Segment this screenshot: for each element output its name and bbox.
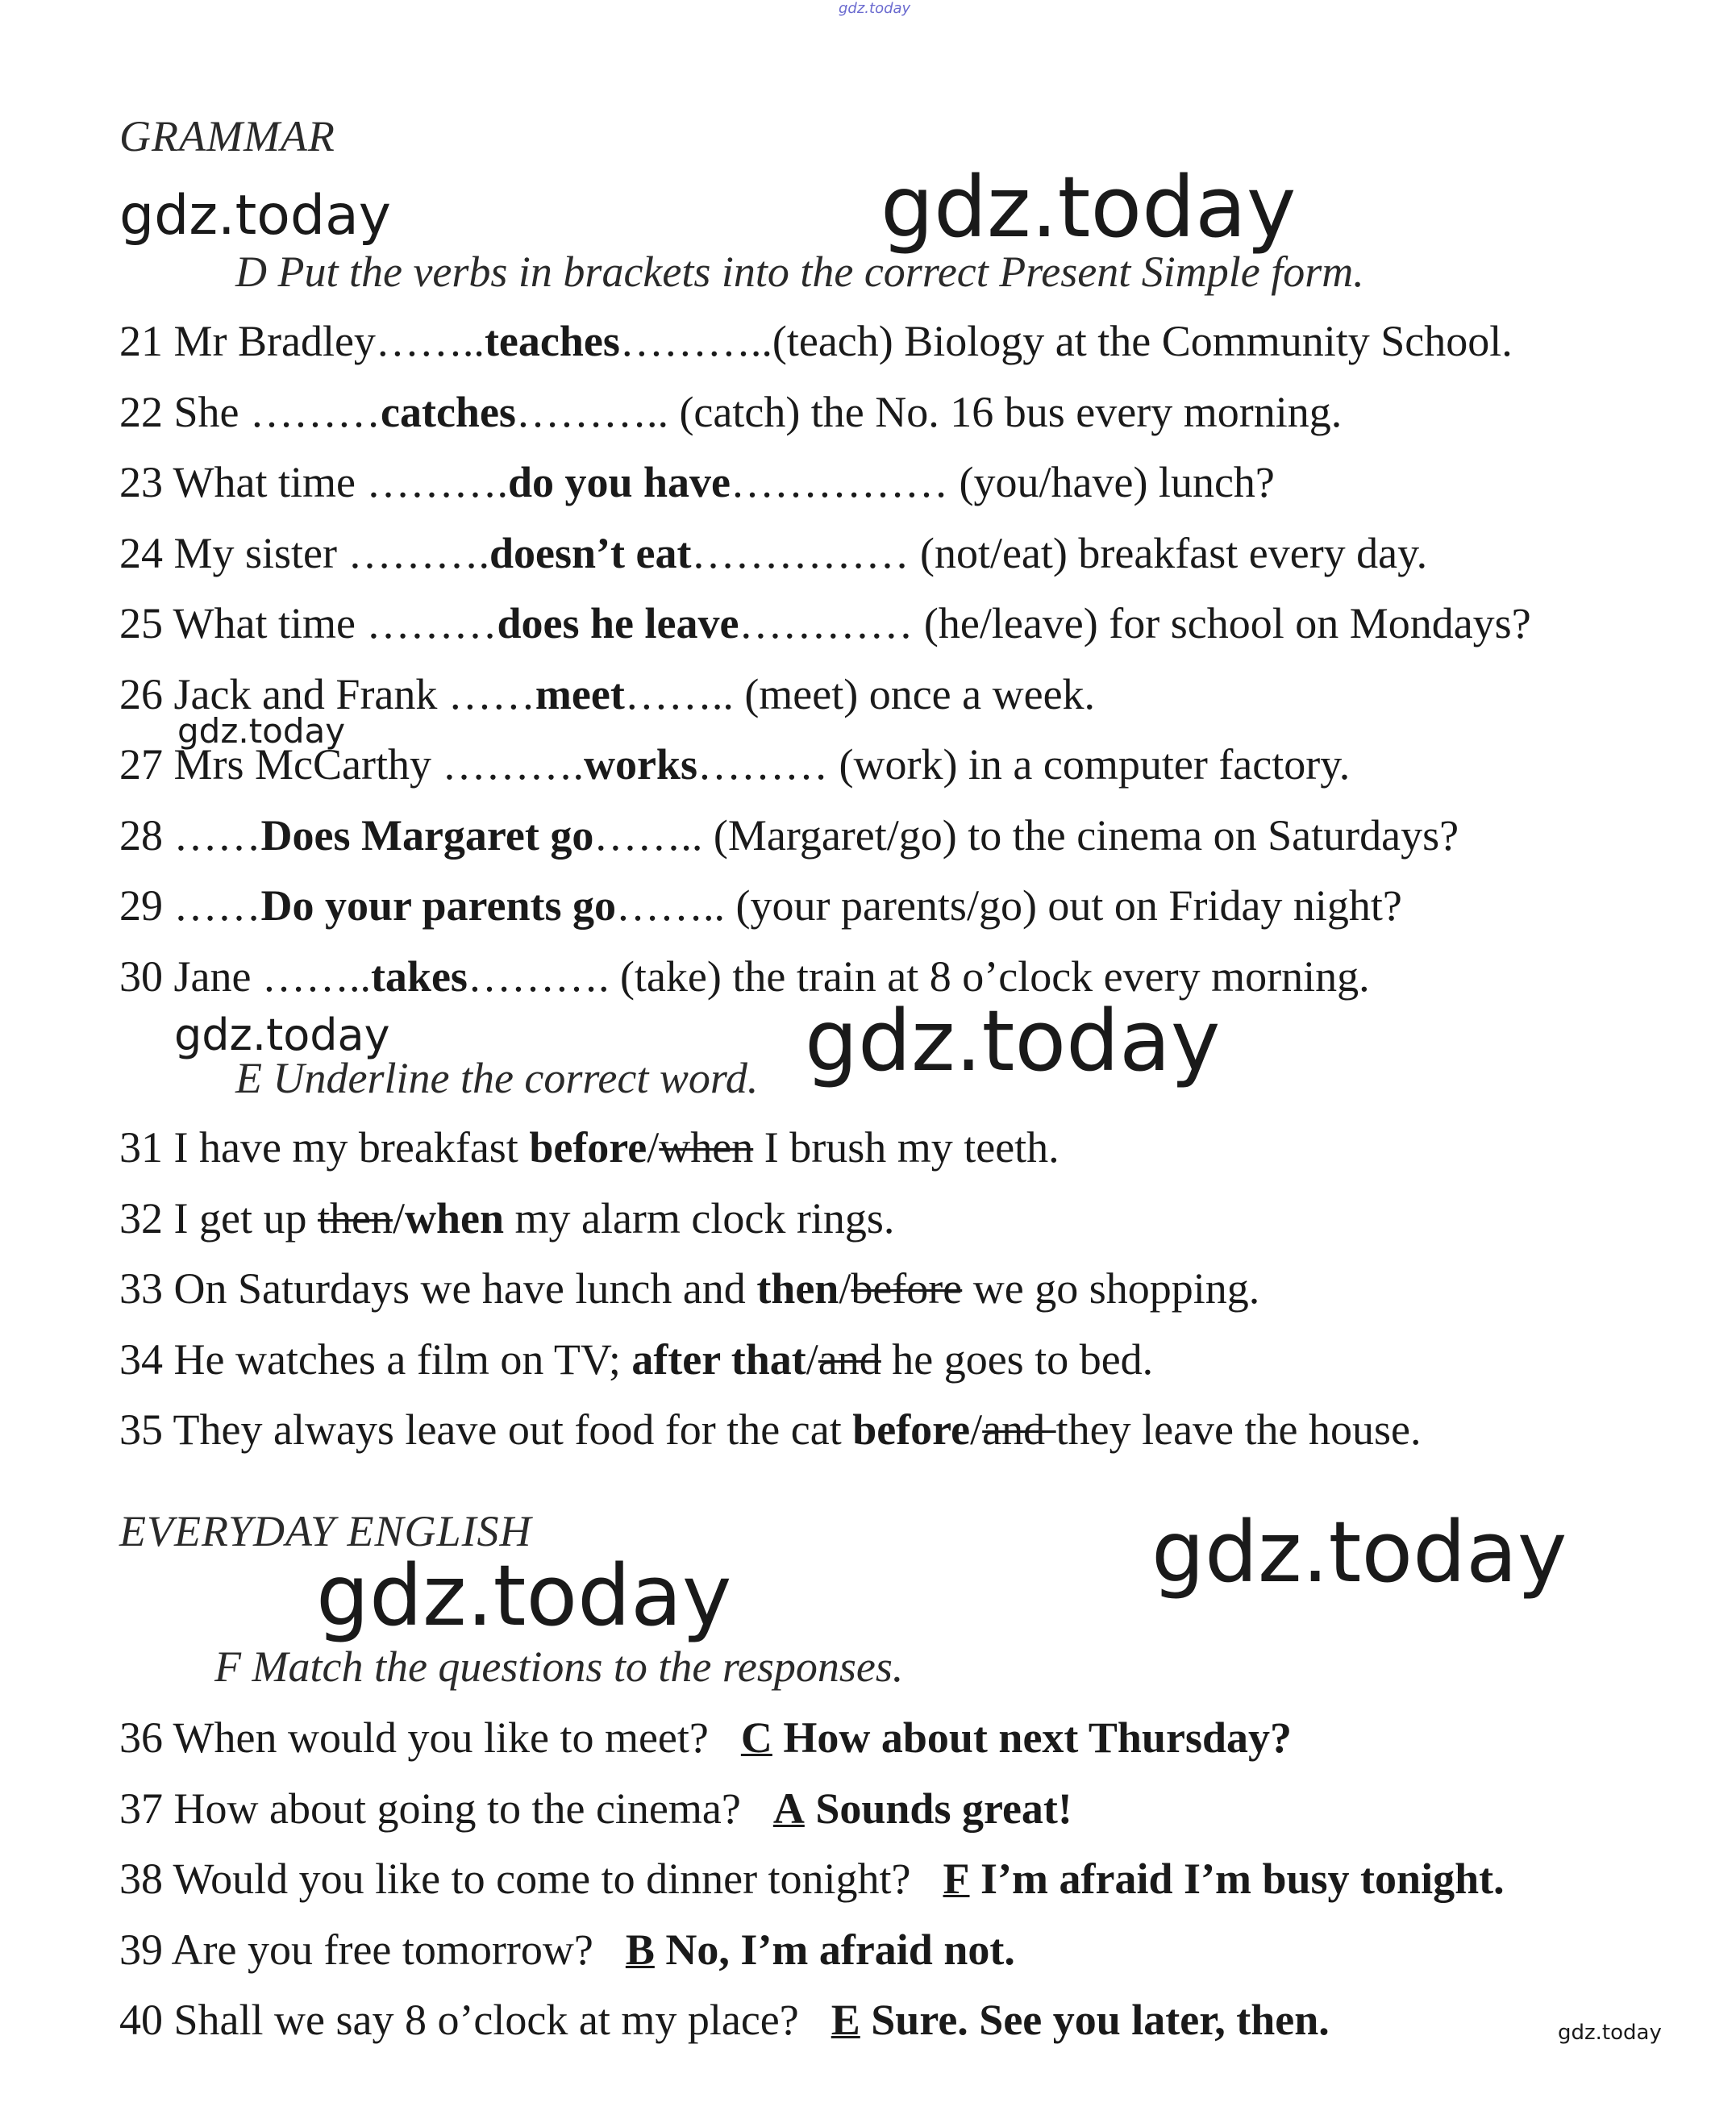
item-number: 34	[119, 1334, 163, 1384]
item-number: 32	[119, 1193, 163, 1243]
correct-word: before	[852, 1405, 971, 1454]
separator: /	[647, 1123, 660, 1172]
item-number: 25	[119, 599, 163, 647]
answer-letter: B	[625, 1925, 655, 1974]
item-prefix: Jane ……..	[173, 951, 371, 1001]
item-number: 31	[119, 1123, 163, 1172]
item-number: 40	[119, 1996, 163, 2044]
exercise-d-line	[119, 810, 1459, 860]
item-number: 26	[119, 669, 163, 718]
crossed-word: and	[982, 1405, 1056, 1454]
item-suffix: ………. (take) the train at 8 o’clock every morning.	[467, 951, 1370, 1001]
correct-word: after that	[631, 1334, 806, 1384]
watermark-top: gdz.today	[839, 0, 911, 17]
separator: /	[970, 1405, 983, 1454]
item-answer: catches	[381, 387, 516, 436]
exercise-d-line	[119, 880, 1402, 930]
instruction-f: F Match the questions to the responses.	[214, 1642, 904, 1691]
item-prefix: Mrs McCarthy ……….	[173, 740, 584, 789]
item-suffix: I brush my teeth.	[753, 1123, 1060, 1172]
exercise-f-line	[119, 1784, 1072, 1834]
response-text: I’m afraid I’m busy tonight.	[980, 1855, 1505, 1903]
item-suffix: …………… (you/have) lunch?	[731, 458, 1275, 506]
item-number: 33	[119, 1264, 163, 1313]
response-text: How about next Thursday?	[783, 1713, 1293, 1762]
response-text: Sounds great!	[815, 1784, 1072, 1833]
watermark-6: gdz.today	[1151, 1503, 1567, 1601]
watermark-bottom: gdz.today	[1558, 2021, 1662, 2045]
question-text: When would you like to meet?	[173, 1713, 709, 1762]
exercise-d-line	[119, 951, 1370, 1001]
item-prefix: On Saturdays we have lunch and	[173, 1264, 757, 1313]
item-number: 35	[119, 1405, 163, 1454]
exercise-f-line	[119, 1995, 1330, 2045]
item-number: 29	[119, 881, 163, 930]
item-answer: meet	[535, 669, 625, 718]
answer-letter: E	[831, 1996, 860, 2044]
item-answer: doesn’t eat	[489, 528, 692, 577]
answer-letter: F	[943, 1855, 970, 1903]
crossed-word: when	[659, 1123, 754, 1172]
watermark-5: gdz.today	[805, 992, 1221, 1090]
exercise-e-line	[119, 1405, 1421, 1455]
watermark-4: gdz.today	[174, 1010, 390, 1060]
watermark-1: gdz.today	[119, 184, 391, 248]
answer-letter: C	[740, 1713, 772, 1762]
item-suffix: they leave the house.	[1055, 1405, 1422, 1454]
exercise-d-line	[119, 457, 1275, 507]
exercise-d-line	[119, 316, 1513, 366]
correct-word: then	[756, 1264, 839, 1313]
item-prefix: What time ……….	[173, 458, 508, 506]
item-suffix: …….. (meet) once a week.	[624, 669, 1096, 718]
exercise-f-line	[119, 1854, 1505, 1904]
exercise-e-line	[119, 1122, 1060, 1172]
item-suffix: ……… (work) in a computer factory.	[697, 740, 1351, 789]
item-answer: teaches	[484, 317, 620, 365]
item-number: 27	[119, 740, 163, 789]
item-number: 37	[119, 1784, 163, 1833]
separator: /	[839, 1264, 851, 1313]
question-text: Are you free tomorrow?	[171, 1925, 593, 1974]
exercise-e-line	[119, 1334, 1153, 1384]
item-number: 39	[119, 1925, 163, 1974]
item-suffix: we go shopping.	[962, 1264, 1260, 1313]
item-prefix: I get up	[173, 1193, 318, 1243]
item-number: 24	[119, 528, 163, 577]
item-answer: takes	[370, 951, 468, 1001]
item-suffix: ………..(teach) Biology at the Community School.	[619, 317, 1513, 365]
exercise-f-line	[119, 1713, 1292, 1763]
item-number: 22	[119, 387, 163, 436]
everyday-heading: EVERYDAY ENGLISH	[119, 1507, 532, 1555]
item-answer: works	[583, 740, 697, 789]
separator: /	[806, 1334, 818, 1384]
instruction-d: D Put the verbs in brackets into the correct Present Simple form.	[235, 248, 1364, 296]
watermark-3: gdz.today	[177, 711, 346, 751]
question-text: How about going to the cinema?	[173, 1784, 741, 1833]
crossed-word: before	[851, 1264, 963, 1313]
question-text: Would you like to come to dinner tonight?	[173, 1855, 911, 1903]
item-prefix: Jack and Frank ……	[173, 669, 535, 718]
item-prefix: Mr Bradley……..	[173, 317, 485, 365]
item-number: 21	[119, 317, 163, 365]
watermark-2: gdz.today	[880, 158, 1297, 256]
item-prefix: ……	[173, 810, 261, 860]
exercise-d-line	[119, 598, 1531, 648]
item-number: 28	[119, 810, 163, 860]
exercise-e-line	[119, 1193, 894, 1243]
item-prefix: They always leave out food for the cat	[173, 1405, 853, 1454]
item-prefix: He watches a film on TV;	[173, 1334, 632, 1384]
item-prefix: I have my breakfast	[173, 1123, 530, 1172]
correct-word: before	[529, 1123, 647, 1172]
question-text: Shall we say 8 o’clock at my place?	[173, 1996, 799, 2044]
instruction-e: E Underline the correct word.	[235, 1054, 759, 1102]
item-answer: does he leave	[497, 599, 739, 647]
item-suffix: …………… (not/eat) breakfast every day.	[691, 528, 1428, 577]
exercise-d-line	[119, 387, 1342, 437]
item-suffix: ………… (he/leave) for school on Mondays?	[739, 599, 1531, 647]
crossed-word: then	[317, 1193, 393, 1243]
item-answer: do you have	[507, 458, 731, 506]
response-text: No, I’m afraid not.	[665, 1925, 1015, 1974]
exercise-f-line	[119, 1925, 1015, 1975]
exercise-d-line	[119, 528, 1427, 578]
correct-word: when	[404, 1193, 504, 1243]
exercise-e-line	[119, 1263, 1259, 1313]
item-number: 36	[119, 1713, 163, 1762]
item-prefix: ……	[173, 881, 261, 930]
watermark-7: gdz.today	[316, 1547, 732, 1645]
item-number: 23	[119, 458, 163, 506]
item-prefix: What time ………	[173, 599, 497, 647]
item-number: 30	[119, 951, 163, 1001]
item-suffix: ……….. (catch) the No. 16 bus every morning.	[515, 387, 1343, 436]
item-answer: Do your parents go	[260, 881, 617, 930]
item-suffix: …….. (your parents/go) out on Friday night?	[616, 881, 1402, 930]
exercise-d-line	[119, 739, 1350, 789]
item-answer: Does Margaret go	[260, 810, 594, 860]
response-text: Sure. See you later, then.	[871, 1996, 1330, 2044]
item-prefix: She ………	[173, 387, 381, 436]
crossed-word: and	[818, 1334, 881, 1384]
answer-letter: A	[772, 1784, 805, 1833]
item-suffix: he goes to bed.	[880, 1334, 1154, 1384]
separator: /	[392, 1193, 405, 1243]
item-suffix: …….. (Margaret/go) to the cinema on Saturdays?	[593, 810, 1459, 860]
item-number: 38	[119, 1855, 163, 1903]
exercise-d-line	[119, 669, 1095, 719]
item-prefix: My sister ……….	[173, 528, 489, 577]
grammar-heading: GRAMMAR	[119, 112, 335, 160]
item-suffix: my alarm clock rings.	[503, 1193, 895, 1243]
